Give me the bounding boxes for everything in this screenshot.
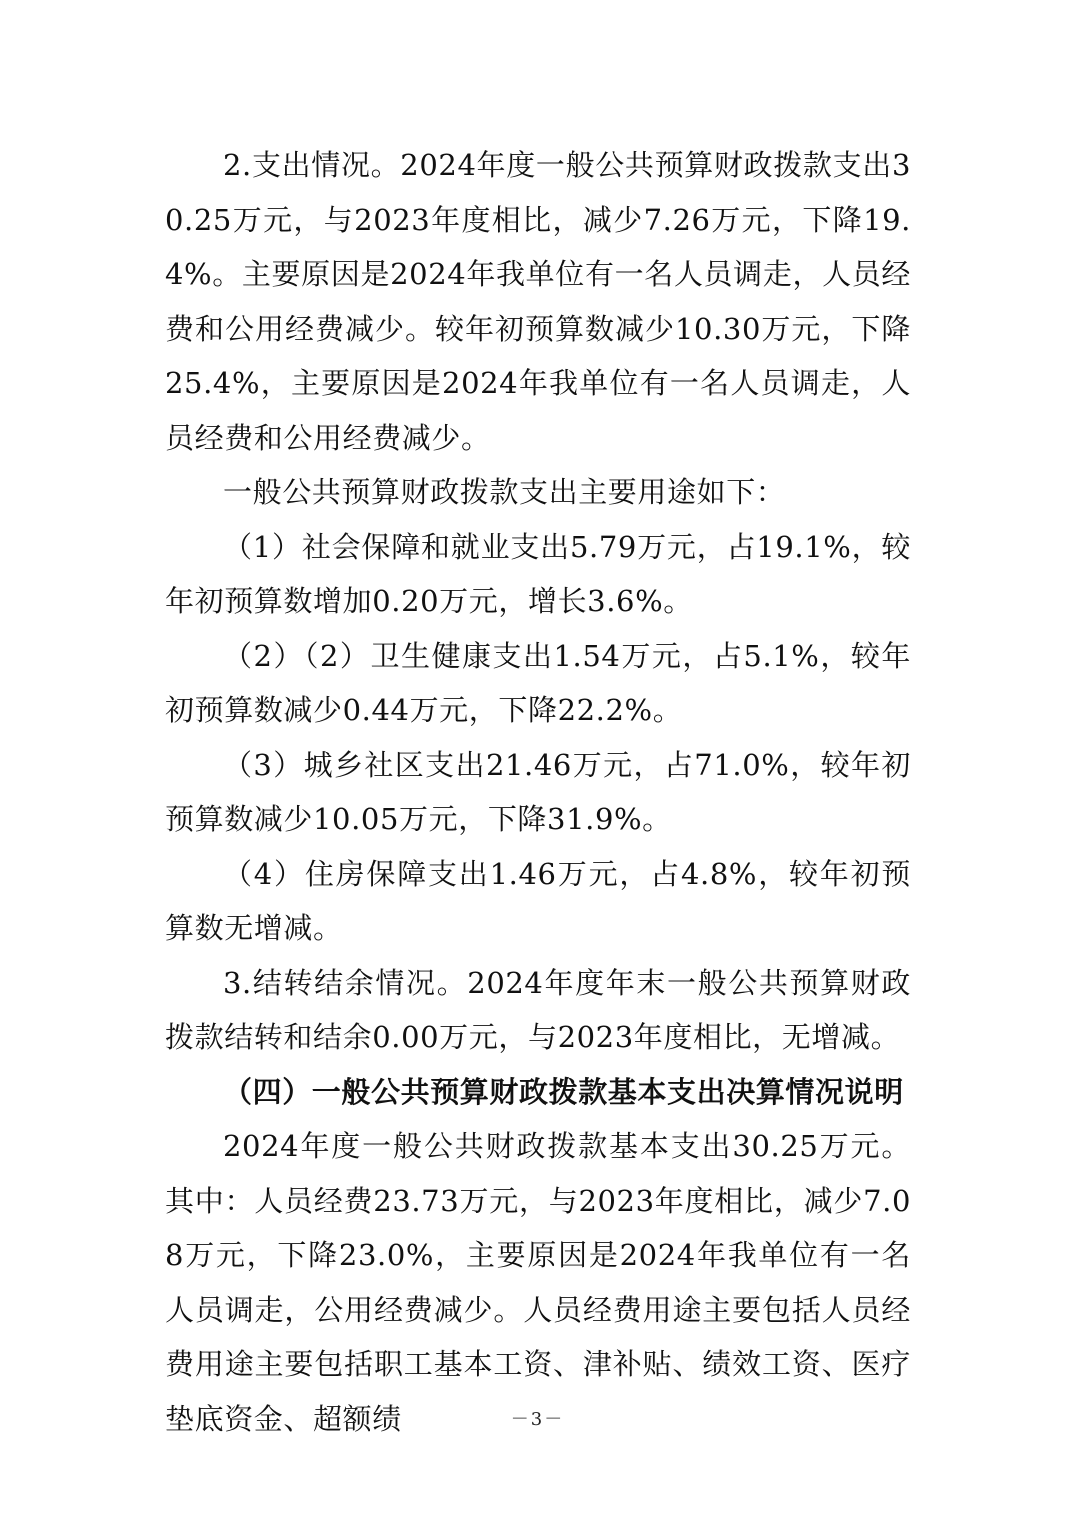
use-item-4: （4）住房保障支出1.46万元，占4.8%，较年初预算数无增减。	[165, 856, 911, 945]
basic-expenditure-paragraph: 2024年度一般公共财政拨款基本支出30.25万元。其中：人员经费23.73万元，与2023年度相比，减少7.08万元，下降23.0%，主要原因是2024年我单位有一名人员调走，公用经费减少。人员经费用途主要包括人员经费用途主要包括职工基本工资、津补贴、绩效工资、医疗垫底资金、超额绩	[165, 1129, 911, 1436]
carryover-paragraph: 3.结转结余情况。2024年度年末一般公共预算财政拨款结转和结余0.00万元，与2023年度相比，无增减。	[165, 965, 911, 1054]
uses-intro-paragraph: 一般公共预算财政拨款支出主要用途如下：	[223, 475, 786, 509]
use-item-1: （1）社会保障和就业支出5.79万元，占19.1%，较年初预算数增加0.20万元，增长3.6%。	[165, 529, 911, 618]
section-heading: （四）一般公共预算财政拨款基本支出决算情况说明	[223, 1074, 904, 1109]
use-item-2: （2）（2）卫生健康支出1.54万元，占5.1%，较年初预算数减少0.44万元，下降22.2%。	[165, 638, 911, 727]
expenditure-summary-paragraph: 2.支出情况。2024年度一般公共预算财政拨款支出30.25万元，与2023年度相比，减少7.26万元，下降19.4%。主要原因是2024年我单位有一名人员调走，人员经费和公用经费减少。较年初预算数减少10.30万元，下降25.4%，主要原因是2024年我单位有一名人员调走，人员经费和公用经费减少。	[165, 148, 911, 455]
use-item-3: （3）城乡社区支出21.46万元，占71.0%，较年初预算数减少10.05万元，下降31.9%。	[165, 747, 911, 836]
page-number: －3－	[510, 1409, 565, 1430]
document-page	[165, 138, 911, 1446]
